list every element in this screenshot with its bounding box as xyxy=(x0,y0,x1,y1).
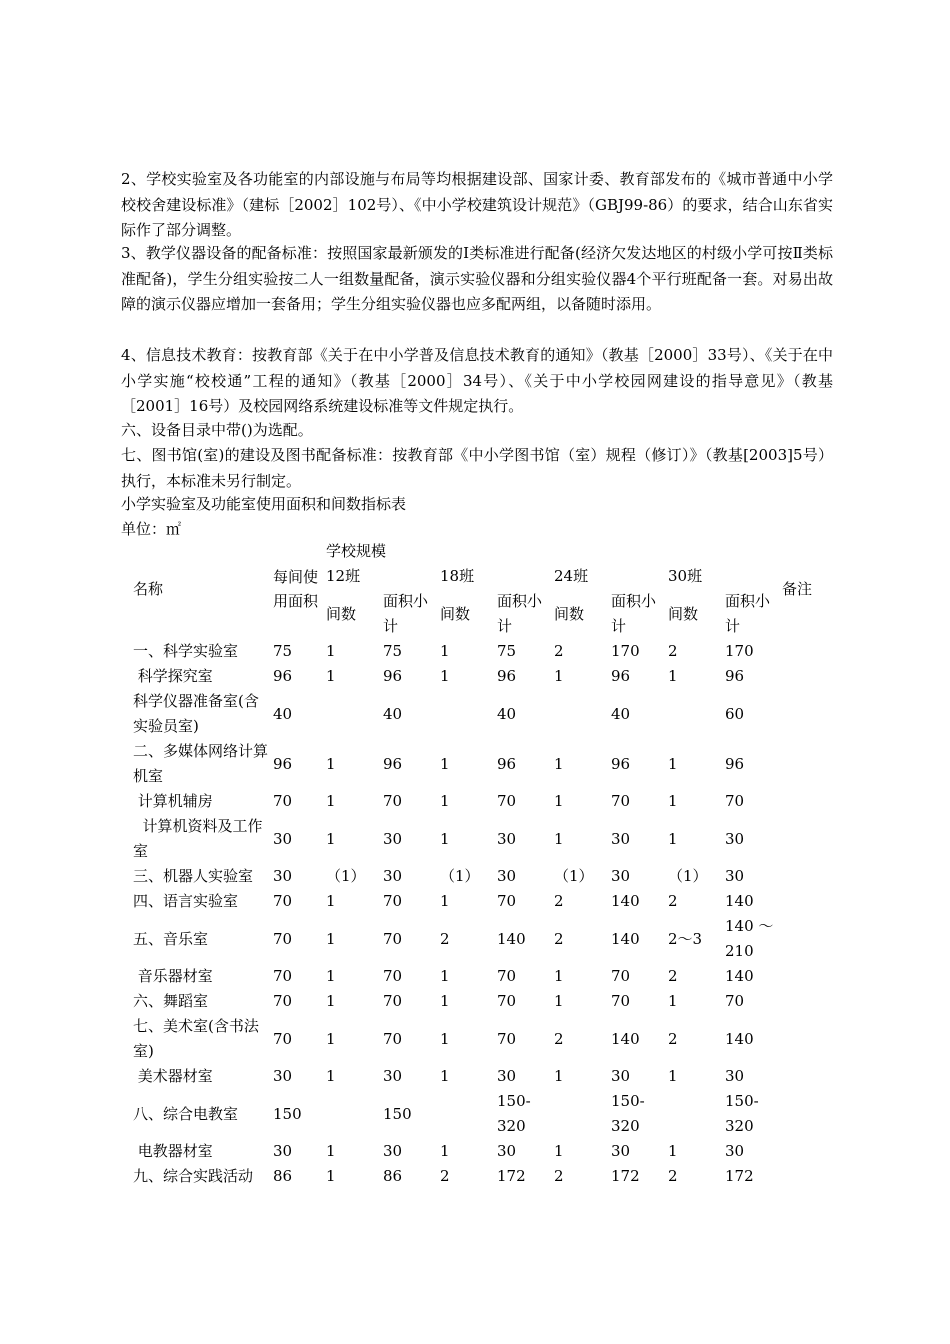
row-note xyxy=(782,989,842,1014)
header-subtotal: 面积小计 xyxy=(611,592,657,635)
row-count xyxy=(326,689,383,739)
row-name: 八、综合电教室 xyxy=(133,1104,239,1123)
paragraph-4: 4、信息技术教育：按教育部《关于在中小学普及信息技术教育的通知》（教基［2000］33号）、《关于在中小学实施“校校通”工程的通知》（教基［2000］34号）、《关于中小学校园网建设的指导意见》（教基［2001］16号）及校园网络系统建设标准等文件规定执行。 xyxy=(121,346,833,415)
row-subtotal: 96 xyxy=(611,667,631,685)
row-count: 1 xyxy=(326,992,336,1010)
row-count: 1 xyxy=(326,1067,336,1085)
header-class-24: 24班 xyxy=(554,567,589,585)
row-area: 70 xyxy=(273,967,293,985)
row-count: 1 xyxy=(554,1067,564,1085)
row-note xyxy=(782,1014,842,1064)
row-count: 1 xyxy=(668,1067,678,1085)
row-note xyxy=(782,739,842,789)
header-scale: 学校规模 xyxy=(326,542,387,560)
row-count xyxy=(554,689,611,739)
header-class-18: 18班 xyxy=(440,567,475,585)
row-subtotal: 70 xyxy=(725,992,745,1010)
row-subtotal: 70 xyxy=(497,892,517,910)
row-subtotal: 30 xyxy=(611,829,631,848)
row-subtotal: 140 xyxy=(497,929,526,948)
row-subtotal: 30 xyxy=(497,867,517,885)
table-row xyxy=(121,864,842,889)
row-note xyxy=(782,814,842,864)
paragraph-optional-note: 六、设备目录中带()为选配。 xyxy=(121,421,313,439)
row-name: 电教器材室 xyxy=(133,1142,213,1160)
row-area: 70 xyxy=(273,1029,293,1048)
table-row xyxy=(121,789,842,814)
row-area: 96 xyxy=(273,754,293,773)
row-subtotal: 70 xyxy=(383,1029,403,1048)
row-subtotal: 96 xyxy=(497,667,517,685)
header-count: 间数 xyxy=(440,604,471,623)
header-note: 备注 xyxy=(782,579,813,598)
row-count: 1 xyxy=(326,792,336,810)
row-subtotal: 150-320 xyxy=(497,1092,531,1135)
row-subtotal: 172 xyxy=(725,1167,754,1185)
header-subtotal: 面积小计 xyxy=(383,592,429,635)
row-count: 1 xyxy=(668,792,678,810)
row-area: 150 xyxy=(273,1104,302,1123)
row-count: 2 xyxy=(668,1167,678,1185)
row-area: 70 xyxy=(273,892,293,910)
row-subtotal: 75 xyxy=(383,642,403,660)
row-name: 美术器材室 xyxy=(133,1067,213,1085)
row-subtotal: 70 xyxy=(611,967,631,985)
row-subtotal: 96 xyxy=(611,754,631,773)
table-row xyxy=(121,639,842,664)
header-count: 间数 xyxy=(326,604,357,623)
row-subtotal: 170 xyxy=(611,642,640,660)
row-subtotal: 150-320 xyxy=(611,1092,645,1135)
row-area: 40 xyxy=(273,704,293,723)
row-count: 1 xyxy=(326,829,336,848)
row-count: 1 xyxy=(668,829,678,848)
row-subtotal: 60 xyxy=(725,704,745,723)
row-subtotal: 70 xyxy=(383,892,403,910)
row-count: 1 xyxy=(440,992,450,1010)
row-count: （1） xyxy=(440,867,480,885)
row-note xyxy=(782,1139,842,1164)
row-count: 2 xyxy=(554,892,564,910)
row-note xyxy=(782,964,842,989)
row-subtotal: 70 xyxy=(383,992,403,1010)
row-count xyxy=(668,1089,725,1139)
row-area: 70 xyxy=(273,792,293,810)
row-count: 2 xyxy=(554,1167,564,1185)
row-subtotal: 150-320 xyxy=(725,1092,759,1135)
table-row xyxy=(121,1164,842,1189)
row-count: 1 xyxy=(326,929,336,948)
row-name: 三、机器人实验室 xyxy=(133,867,254,885)
row-count: 1 xyxy=(554,967,564,985)
row-count: 1 xyxy=(554,992,564,1010)
row-name: 九、综合实践活动 xyxy=(133,1167,254,1185)
row-subtotal: 40 xyxy=(497,704,517,723)
row-subtotal: 140 ～ 210 xyxy=(725,917,774,960)
header-class-30: 30班 xyxy=(668,567,703,585)
row-subtotal: 70 xyxy=(611,992,631,1010)
row-subtotal: 40 xyxy=(383,704,403,723)
row-count: 1 xyxy=(326,642,336,660)
row-subtotal: 70 xyxy=(725,792,745,810)
row-subtotal: 96 xyxy=(383,754,403,773)
row-subtotal: 30 xyxy=(725,867,745,885)
row-subtotal: 96 xyxy=(497,754,517,773)
row-count xyxy=(440,689,497,739)
row-subtotal: 30 xyxy=(497,1142,517,1160)
row-count: 1 xyxy=(554,1142,564,1160)
row-subtotal: 172 xyxy=(497,1167,526,1185)
row-count: 2 xyxy=(668,967,678,985)
row-name: 科学探究室 xyxy=(133,667,213,685)
row-note xyxy=(782,639,842,664)
row-count: 2 xyxy=(554,642,564,660)
row-subtotal: 140 xyxy=(611,1029,640,1048)
row-count: 1 xyxy=(668,667,678,685)
row-note xyxy=(782,1064,842,1089)
row-note xyxy=(782,889,842,914)
row-note xyxy=(782,789,842,814)
row-name: 计算机资料及工作室 xyxy=(133,817,263,860)
row-subtotal: 70 xyxy=(497,792,517,810)
table-row xyxy=(121,914,842,964)
row-count: 1 xyxy=(440,754,450,773)
row-subtotal: 30 xyxy=(383,829,403,848)
row-count xyxy=(668,689,725,739)
row-count: 2 xyxy=(668,642,678,660)
paragraph-2: 2、学校实验室及各功能室的内部设施与布局等均根据建设部、国家计委、教育部发布的《城市普通中小学校校舍建设标准》（建标［2002］102号）、《中小学校建筑设计规范》（GBJ99-86）的要求，结合山东省实际作了部分调整。 xyxy=(121,170,833,239)
row-count: 1 xyxy=(440,1067,450,1085)
row-subtotal: 70 xyxy=(383,967,403,985)
row-count: 1 xyxy=(440,829,450,848)
header-name: 名称 xyxy=(133,579,164,598)
row-name: 音乐器材室 xyxy=(133,967,213,985)
table-title: 小学实验室及功能室使用面积和间数指标表 xyxy=(121,495,407,513)
row-count: 1 xyxy=(554,754,564,773)
row-subtotal: 96 xyxy=(725,667,745,685)
row-subtotal: 30 xyxy=(383,1067,403,1085)
row-subtotal: 70 xyxy=(611,792,631,810)
row-area: 70 xyxy=(273,929,293,948)
row-subtotal: 140 xyxy=(725,892,754,910)
row-name: 计算机辅房 xyxy=(133,792,213,810)
row-area: 30 xyxy=(273,867,293,885)
row-area: 30 xyxy=(273,1067,293,1085)
row-count: 1 xyxy=(326,754,336,773)
row-subtotal: 30 xyxy=(725,829,745,848)
header-count: 间数 xyxy=(668,604,699,623)
row-count: 2 xyxy=(554,1029,564,1048)
row-count xyxy=(554,1089,611,1139)
row-subtotal: 30 xyxy=(725,1142,745,1160)
row-area: 30 xyxy=(273,1142,293,1160)
row-count: 1 xyxy=(440,967,450,985)
row-area: 30 xyxy=(273,829,293,848)
row-subtotal: 30 xyxy=(383,867,403,885)
table-row xyxy=(121,1064,842,1089)
row-count: 1 xyxy=(326,1142,336,1160)
row-count: 1 xyxy=(440,892,450,910)
table-row xyxy=(121,739,842,789)
row-area: 86 xyxy=(273,1167,293,1185)
row-count: 1 xyxy=(326,892,336,910)
row-name: 一、科学实验室 xyxy=(133,642,239,660)
table-row xyxy=(121,964,842,989)
row-count: 2 xyxy=(440,1167,450,1185)
row-subtotal: 70 xyxy=(383,929,403,948)
row-count xyxy=(326,1089,383,1139)
row-count: 1 xyxy=(668,754,678,773)
row-count: 1 xyxy=(326,967,336,985)
row-subtotal: 30 xyxy=(611,1067,631,1085)
row-name: 四、语言实验室 xyxy=(133,892,239,910)
row-count: 2 xyxy=(440,929,450,948)
row-count: 2 xyxy=(668,1029,678,1048)
row-count: 1 xyxy=(668,1142,678,1160)
row-count: 1 xyxy=(554,667,564,685)
row-count xyxy=(440,1089,497,1139)
table-row xyxy=(121,689,842,739)
row-count: 1 xyxy=(440,792,450,810)
row-name: 科学仪器准备室(含实验员室) xyxy=(133,692,259,735)
row-note xyxy=(782,914,842,964)
table-header-row xyxy=(121,539,842,564)
unit-label: 单位：㎡ xyxy=(121,520,182,538)
row-note xyxy=(782,664,842,689)
row-count: 1 xyxy=(326,1029,336,1048)
row-subtotal: 30 xyxy=(497,1067,517,1085)
table-row xyxy=(121,1139,842,1164)
table-row xyxy=(121,1089,842,1139)
row-count: 1 xyxy=(554,829,564,848)
row-count: 2～3 xyxy=(668,929,703,948)
row-subtotal: 30 xyxy=(725,1067,745,1085)
row-subtotal: 172 xyxy=(611,1167,640,1185)
table-row xyxy=(121,1014,842,1064)
row-subtotal: 96 xyxy=(725,754,745,773)
table-row xyxy=(121,664,842,689)
row-count: 1 xyxy=(326,1167,336,1185)
row-subtotal: 140 xyxy=(725,1029,754,1048)
row-name: 二、多媒体网络计算机室 xyxy=(133,742,269,785)
row-subtotal: 40 xyxy=(611,704,631,723)
row-count: （1） xyxy=(554,867,594,885)
header-area: 每间使用面积 xyxy=(273,568,319,610)
row-count: 1 xyxy=(440,667,450,685)
row-subtotal: 96 xyxy=(383,667,403,685)
table-row xyxy=(121,989,842,1014)
row-subtotal: 70 xyxy=(383,792,403,810)
row-subtotal: 170 xyxy=(725,642,754,660)
row-subtotal: 70 xyxy=(497,967,517,985)
row-count: 1 xyxy=(440,1142,450,1160)
row-count: 1 xyxy=(440,1029,450,1048)
row-area: 75 xyxy=(273,642,293,660)
row-count: 2 xyxy=(554,929,564,948)
row-note xyxy=(782,689,842,739)
row-subtotal: 86 xyxy=(383,1167,403,1185)
header-subtotal: 面积小计 xyxy=(725,592,771,635)
row-count: 1 xyxy=(668,992,678,1010)
row-name: 六、舞蹈室 xyxy=(133,992,209,1010)
row-name: 五、音乐室 xyxy=(133,929,209,948)
row-area: 96 xyxy=(273,667,293,685)
paragraph-library: 七、图书馆(室)的建设及图书配备标准：按教育部《中小学图书馆（室）规程（修订）》（教基[2003]5号）执行，本标准未另行制定。 xyxy=(121,446,833,490)
index-table xyxy=(121,539,842,1189)
row-subtotal: 30 xyxy=(497,829,517,848)
row-subtotal: 140 xyxy=(725,967,754,985)
row-subtotal: 30 xyxy=(611,867,631,885)
row-count: （1） xyxy=(668,867,708,885)
row-subtotal: 75 xyxy=(497,642,517,660)
row-subtotal: 30 xyxy=(383,1142,403,1160)
row-subtotal: 70 xyxy=(497,992,517,1010)
paragraph-3: 3、教学仪器设备的配备标准：按照国家最新颁发的Ⅰ类标准进行配备(经济欠发达地区的村级小学可按Ⅱ类标准配备)，学生分组实验按二人一组数量配备，演示实验仪器和分组实验仪器4个平行班配备一套。对易出故障的演示仪器应增加一套备用；学生分组实验仪器也应多配两组，以备随时添用。 xyxy=(121,244,833,313)
row-count: （1） xyxy=(326,867,366,885)
row-subtotal: 150 xyxy=(383,1104,412,1123)
table-row xyxy=(121,814,842,864)
row-note xyxy=(782,1164,842,1189)
header-count: 间数 xyxy=(554,604,585,623)
row-count: 1 xyxy=(554,792,564,810)
row-count: 2 xyxy=(668,892,678,910)
row-subtotal: 70 xyxy=(497,1029,517,1048)
row-subtotal: 140 xyxy=(611,892,640,910)
row-name: 七、美术室(含书法室) xyxy=(133,1017,259,1060)
row-note xyxy=(782,864,842,889)
row-count: 1 xyxy=(326,667,336,685)
row-subtotal: 140 xyxy=(611,929,640,948)
row-area: 70 xyxy=(273,992,293,1010)
table-row xyxy=(121,889,842,914)
row-count: 1 xyxy=(440,642,450,660)
header-subtotal: 面积小计 xyxy=(497,592,543,635)
row-note xyxy=(782,1089,842,1139)
row-subtotal: 30 xyxy=(611,1142,631,1160)
header-class-12: 12班 xyxy=(326,567,361,585)
